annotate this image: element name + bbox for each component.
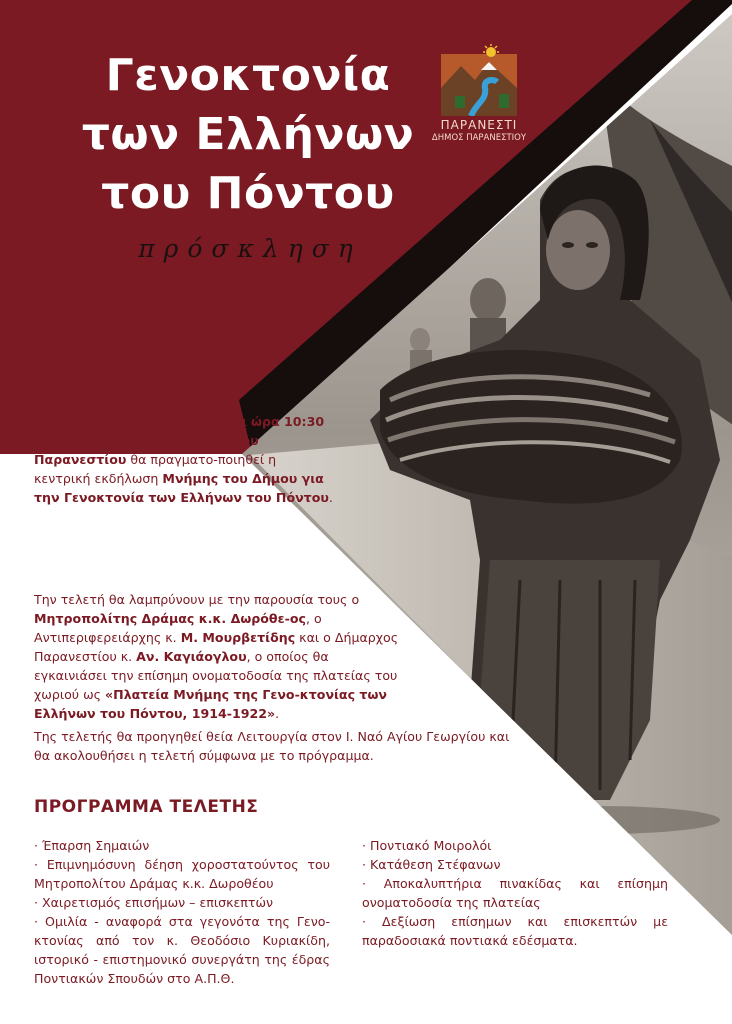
logo-name: ΠΑΡΑΝΕΣΤΙ (440, 118, 518, 132)
municipality-logo (426, 44, 532, 143)
guests-paragraph: Την τελετή θα λαμπρύνουν με την παρουσία τους ο Μητροπολίτης Δράμας κ.κ. Δωρόθε-ος, ο Αντιπεριφερειάρχης κ. Μ. Μουρβετίδης και ο Δήμαρχος Παρανεστίου κ. Αν. Καγιάογλου, ο οποίος θα εγκαινιάσει την επίσημη ονοματοδοσία της πλατείας του χωριού ως «Πλατεία Μνήμης της Γενο-κτονίας των Ελλήνων του Πόντου, 1914-1922». (34, 592, 399, 721)
program-item: · Έπαρση Σημαιών (34, 838, 150, 853)
program-item: · Ομιλία - αναφορά στα γεγονότα της Γενο-κτονίας από τον κ. Θεοδόσιο Κυριακίδη, ιστορικό - επιστημονικό συνεργάτη της έδρας Ποντιακών Σπουδών στο Α.Π.Θ. (34, 914, 330, 986)
title-line-3: του Πόντου (101, 168, 395, 219)
title-line-1: Γενοκτονία (105, 50, 391, 101)
logo-subname: ΔΗΜΟΣ ΠΑΡΑΝΕΣΤΙΟΥ (431, 133, 527, 143)
title-line-2: των Ελλήνων (81, 109, 415, 160)
poster-title (58, 46, 438, 223)
program-list-left (34, 836, 330, 988)
poster-subtitle: πρόσκληση (138, 234, 362, 263)
liturgy-paragraph: Της τελετής θα προηγηθεί θεία Λειτουργία στον Ι. Ναό Αγίου Γεωργίου και θα ακολουθήσει η τελετή σύμφωνα με το πρόγραμμα. (34, 729, 510, 763)
program-list-right (362, 836, 668, 950)
program-item: · Επιμνημόσυνη δέηση χοροστατούντος του Μητροπολίτου Δράμας κ.κ. Δωροθέου (34, 857, 330, 891)
intro-paragraph: Το Σάββατο 18 Μαΐου 2024 και ώρα 10:30 π.μ., στην Πρασινάδα του Δήμου Παρανεστίου θα πραγματο-ποιηθεί η κεντρική εκδήλωση Μνήμης του Δήμου για την Γενοκτονία των Ελλήνων του Πόντου. (34, 414, 333, 505)
program-item: · Δεξίωση επίσημων και επισκεπτών με παραδοσιακά ποντιακά εδέσματα. (362, 914, 668, 948)
program-item: · Ποντιακό Μοιρολόι (362, 838, 492, 853)
program-title: ΠΡΟΓΡΑΜΜΑ ΤΕΛΕΤΗΣ (34, 797, 259, 817)
program-item: · Κατάθεση Στέφανων (362, 857, 501, 872)
program-item: · Χαιρετισμός επισήμων – επισκεπτών (34, 895, 274, 910)
program-item: · Αποκαλυπτήρια πινακίδας και επίσημη ονοματοδοσία της πλατείας (362, 876, 668, 910)
municipality-emblem-icon (441, 44, 517, 116)
